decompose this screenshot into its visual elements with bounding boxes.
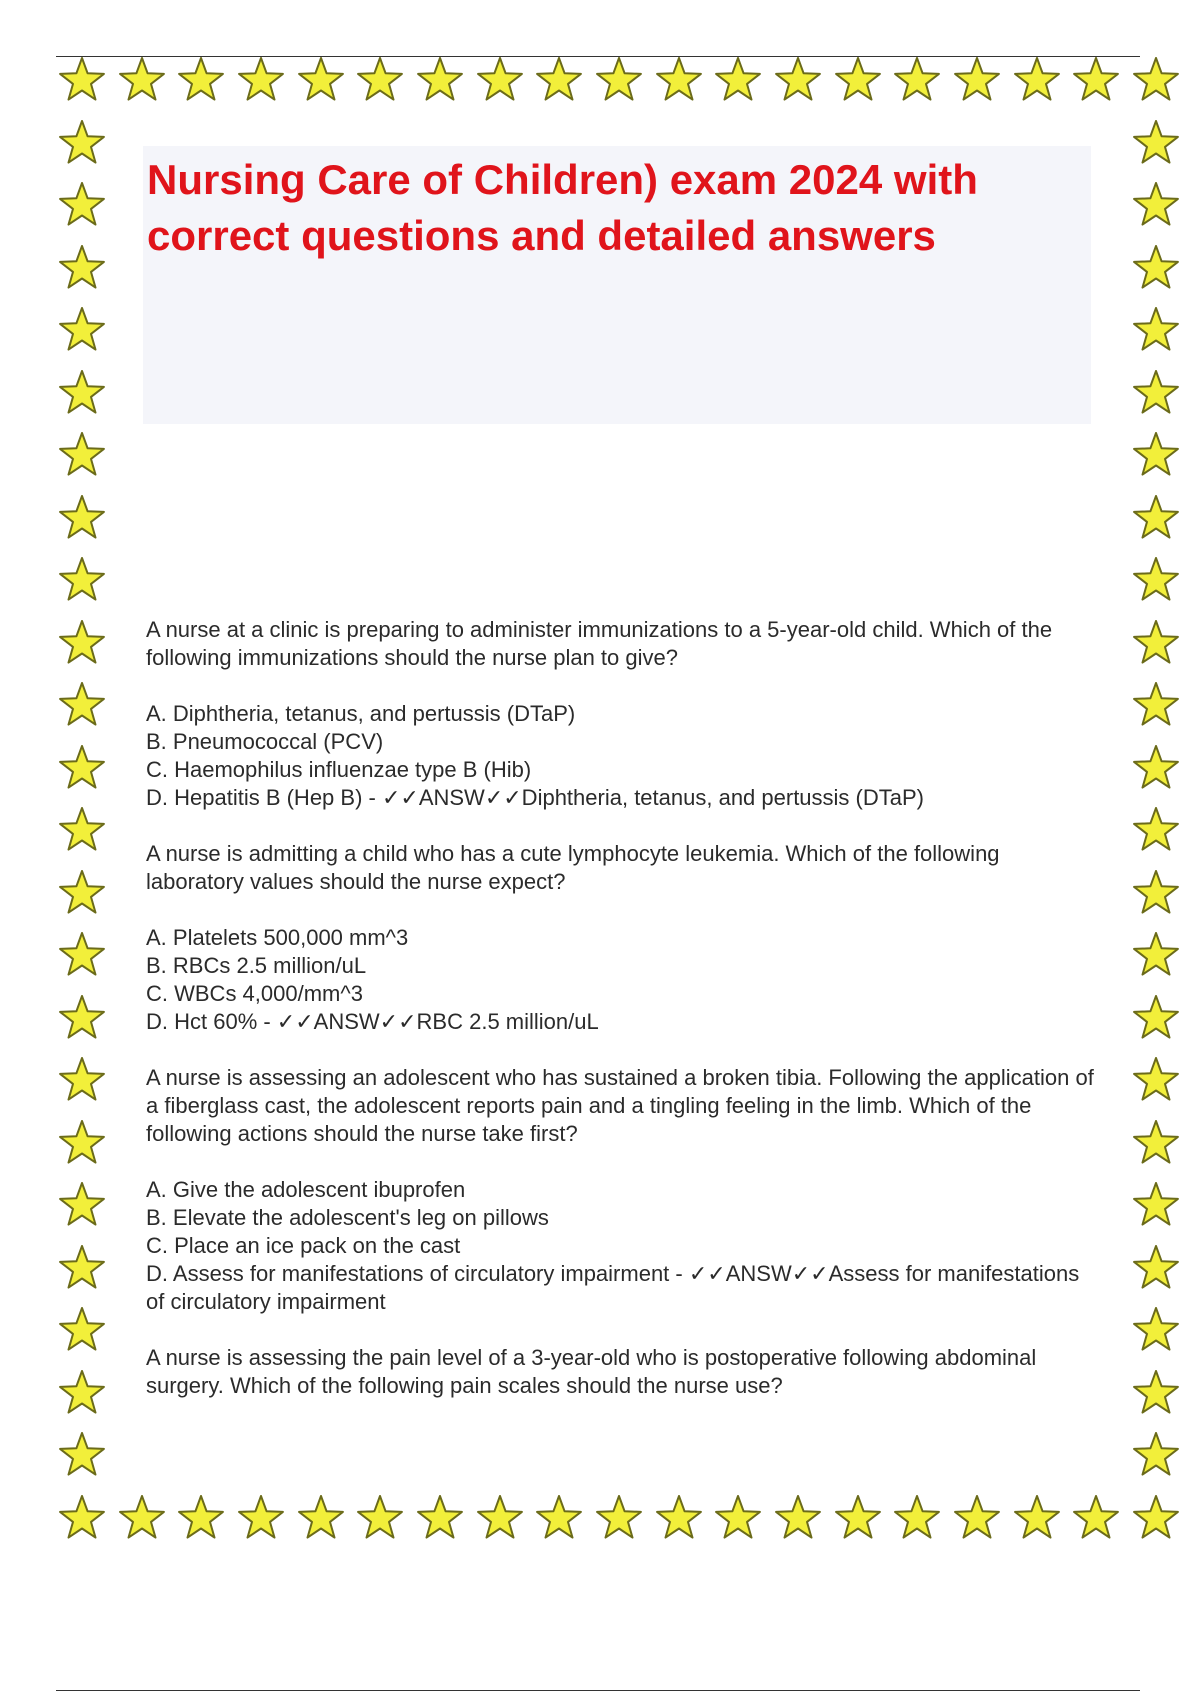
star-icon	[57, 618, 107, 668]
answer-option: B. Pneumococcal (PCV)	[146, 729, 384, 754]
star-icon	[57, 430, 107, 480]
answer-option: C. Place an ice pack on the cast	[146, 1233, 461, 1258]
star-icon	[952, 55, 1002, 105]
answer-option: B. RBCs 2.5 million/uL	[146, 953, 367, 978]
star-icon	[1071, 1493, 1121, 1543]
question-text: A nurse is admitting a child who has a cute lymphocyte leukemia. Which of the following laboratory values should the nurse expect?	[146, 841, 1000, 894]
star-icon	[355, 1493, 405, 1543]
star-icon	[57, 55, 107, 105]
star-icon	[57, 993, 107, 1043]
star-icon	[57, 555, 107, 605]
star-icon	[57, 1118, 107, 1168]
star-icon	[1131, 993, 1181, 1043]
star-icon	[1131, 1305, 1181, 1355]
document-title: Nursing Care of Children) exam 2024 with correct questions and detailed answers	[147, 156, 978, 259]
star-icon	[236, 1493, 286, 1543]
star-icon	[57, 805, 107, 855]
star-icon	[1012, 1493, 1062, 1543]
star-icon	[57, 493, 107, 543]
star-icon	[57, 118, 107, 168]
star-icon	[1131, 430, 1181, 480]
star-icon	[1131, 493, 1181, 543]
star-icon	[296, 1493, 346, 1543]
star-icon	[1131, 1243, 1181, 1293]
star-icon	[1131, 805, 1181, 855]
star-icon	[57, 180, 107, 230]
star-icon	[1131, 868, 1181, 918]
star-icon	[1131, 1493, 1181, 1543]
answer-options	[146, 700, 1096, 812]
question-block	[146, 1064, 1096, 1316]
question-block	[146, 840, 1096, 1036]
question-text: A nurse at a clinic is preparing to administer immunizations to a 5-year-old child. Which of the following immunizations should the nurse plan to give?	[146, 617, 1053, 670]
star-icon	[1131, 1430, 1181, 1480]
star-icon	[57, 1305, 107, 1355]
star-icon	[415, 1493, 465, 1543]
star-icon	[713, 1493, 763, 1543]
star-icon	[833, 55, 883, 105]
star-icon	[1131, 1368, 1181, 1418]
star-icon	[117, 55, 167, 105]
star-icon	[1131, 743, 1181, 793]
star-icon	[952, 1493, 1002, 1543]
star-icon	[833, 1493, 883, 1543]
star-icon	[654, 55, 704, 105]
star-icon	[57, 1243, 107, 1293]
title-box	[143, 146, 1091, 424]
star-icon	[1131, 1118, 1181, 1168]
answer-option: A. Give the adolescent ibuprofen	[146, 1177, 466, 1202]
star-icon	[57, 868, 107, 918]
star-icon	[773, 1493, 823, 1543]
answer-option: A. Platelets 500,000 mm^3	[146, 925, 409, 950]
star-icon	[1071, 55, 1121, 105]
star-icon	[57, 680, 107, 730]
star-icon	[57, 1180, 107, 1230]
star-icon	[654, 1493, 704, 1543]
answer-option: D. Assess for manifestations of circulatory impairment - ✓✓ANSW✓✓Assess for manifestations of circulatory impairment	[146, 1261, 1080, 1314]
star-icon	[57, 1368, 107, 1418]
star-icon	[1012, 55, 1062, 105]
star-icon	[57, 743, 107, 793]
star-icon	[1131, 368, 1181, 418]
answer-option: A. Diphtheria, tetanus, and pertussis (DTaP)	[146, 701, 576, 726]
star-icon	[594, 1493, 644, 1543]
star-icon	[475, 55, 525, 105]
star-icon	[892, 1493, 942, 1543]
star-icon	[57, 930, 107, 980]
star-icon	[892, 55, 942, 105]
star-icon	[57, 368, 107, 418]
question-text: A nurse is assessing an adolescent who has sustained a broken tibia. Following the application of a fiberglass cast, the adolescent reports pain and a tingling feeling in the limb. Which of the following actions should the nurse take first?	[146, 1065, 1094, 1146]
answer-option: D. Hct 60% - ✓✓ANSW✓✓RBC 2.5 million/uL	[146, 1009, 599, 1034]
answer-options	[146, 1176, 1096, 1316]
star-icon	[594, 55, 644, 105]
star-icon	[1131, 930, 1181, 980]
star-icon	[1131, 118, 1181, 168]
star-icon	[57, 1430, 107, 1480]
star-icon	[1131, 243, 1181, 293]
star-icon	[296, 55, 346, 105]
star-icon	[57, 305, 107, 355]
answer-options	[146, 924, 1096, 1036]
star-icon	[1131, 1055, 1181, 1105]
star-icon	[1131, 1180, 1181, 1230]
star-icon	[1131, 55, 1181, 105]
answer-option: C. WBCs 4,000/mm^3	[146, 981, 363, 1006]
star-icon	[176, 55, 226, 105]
question-block	[146, 1344, 1096, 1400]
star-icon	[236, 55, 286, 105]
bottom-rule	[56, 1690, 1140, 1691]
question-list	[146, 616, 1096, 1428]
star-icon	[534, 1493, 584, 1543]
question-block	[146, 616, 1096, 812]
star-icon	[1131, 305, 1181, 355]
star-icon	[1131, 680, 1181, 730]
star-icon	[57, 243, 107, 293]
star-icon	[1131, 180, 1181, 230]
star-icon	[1131, 555, 1181, 605]
answer-option: C. Haemophilus influenzae type B (Hib)	[146, 757, 532, 782]
answer-option: D. Hepatitis B (Hep B) - ✓✓ANSW✓✓Diphtheria, tetanus, and pertussis (DTaP)	[146, 785, 924, 810]
star-icon	[773, 55, 823, 105]
star-icon	[355, 55, 405, 105]
star-icon	[176, 1493, 226, 1543]
star-icon	[534, 55, 584, 105]
star-icon	[1131, 618, 1181, 668]
star-icon	[415, 55, 465, 105]
star-icon	[117, 1493, 167, 1543]
star-icon	[57, 1493, 107, 1543]
star-icon	[57, 1055, 107, 1105]
star-icon	[475, 1493, 525, 1543]
answer-option: B. Elevate the adolescent's leg on pillows	[146, 1205, 549, 1230]
question-text: A nurse is assessing the pain level of a 3-year-old who is postoperative following abdominal surgery. Which of the following pain scales should the nurse use?	[146, 1345, 1037, 1398]
star-icon	[713, 55, 763, 105]
